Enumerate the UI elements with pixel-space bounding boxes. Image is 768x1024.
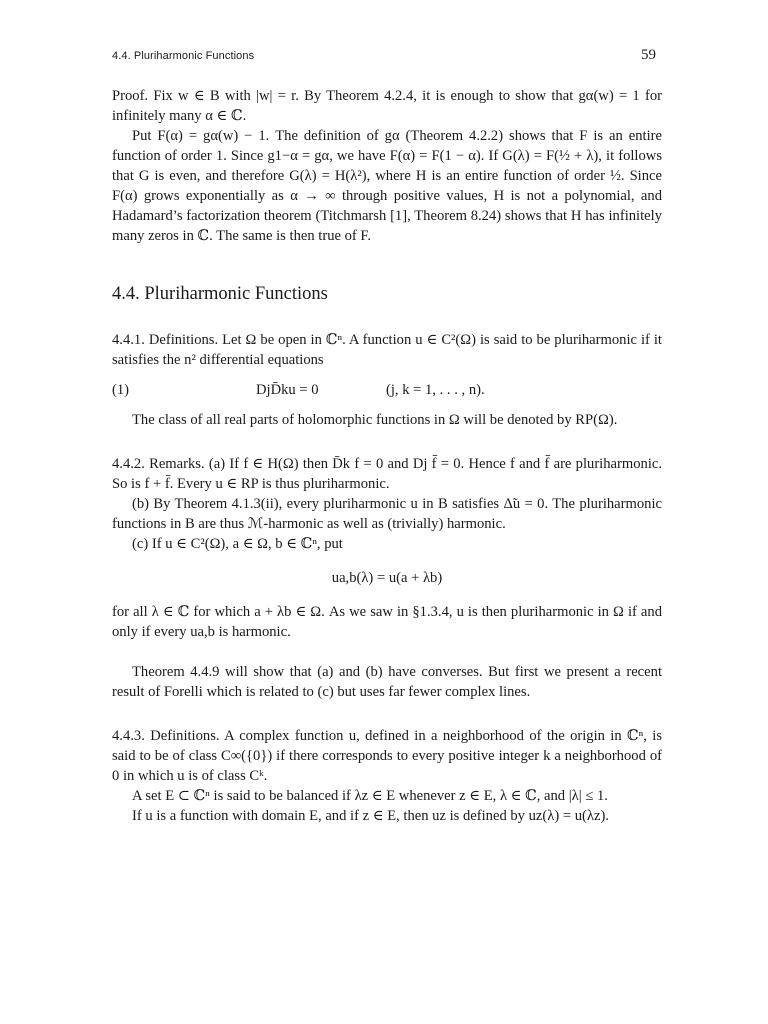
- remark-b: (b) By Theorem 4.1.3(ii), every pluriharmonic u in B satisfies Δ̃u = 0. The pluriharmonic functions in B are thus ℳ-harmonic as well as (trivially) harmonic.: [112, 496, 662, 532]
- remark-c: (c) If u ∈ C²(Ω), a ∈ Ω, b ∈ ℂⁿ, put: [132, 536, 343, 552]
- remark-a: 4.4.2. Remarks. (a) If f ∈ H(Ω) then D̄k f = 0 and Dj f̄ = 0. Hence f and f̄ are pluriharmonic. So is f + f̄. Every u ∈ RP is thus pluriharmonic.: [112, 456, 662, 492]
- uz-definition: If u is a function with domain E, and if z ∈ E, then uz is defined by uz(λ) = u(λz).: [132, 808, 609, 824]
- equation-condition: (j, k = 1, . . . , n).: [386, 382, 485, 398]
- proof-paragraph-2: Put F(α) = gα(w) − 1. The definition of gα (Theorem 4.2.2) shows that F is an entire function of order 1. Since g1−α = gα, we have F(α) = F(1 − α). If G(λ) = F(½ + λ), it follows that G is even, and therefore G(λ) = H(λ²), where H is an entire function of order ½. Since F(α) grows exponentially as α → ∞ through positive values, H is not a polynomial, and Hadamard’s factorization theorem (Titchmarsh [1], Theorem 8.24) shows that H has infinitely many zeros in ℂ. The same is then true of F.: [112, 128, 662, 244]
- section-heading: 4.4. Pluriharmonic Functions: [112, 284, 328, 304]
- equation-body: DjD̄ku = 0: [256, 382, 319, 398]
- definition-4-4-1: 4.4.1. Definitions. Let Ω be open in ℂⁿ. A function u ∈ C²(Ω) is said to be pluriharmonic if it satisfies the n² differential equations: [112, 332, 662, 368]
- equation-number: (1): [112, 382, 130, 398]
- definition-4-4-3: 4.4.3. Definitions. A complex function u, defined in a neighborhood of the origin in ℂⁿ, is said to be of class C∞({0}) if there corresponds to every positive integer k a neighborhood of 0 in which u is of class Cᵏ.: [112, 728, 662, 784]
- rp-definition: The class of all real parts of holomorphic functions in Ω will be denoted by RP(Ω).: [132, 412, 618, 428]
- balanced-set-definition: A set E ⊂ ℂⁿ is said to be balanced if λz ∈ E whenever z ∈ E, λ ∈ ℂ, and |λ| ≤ 1.: [132, 788, 608, 804]
- equation-1: [112, 380, 662, 400]
- page-body: [112, 86, 662, 826]
- slice-equation: ua,b(λ) = u(a + λb): [331, 570, 443, 586]
- page-number: 59: [641, 47, 656, 63]
- running-header: 4.4. Pluriharmonic Functions: [112, 50, 255, 62]
- proof-paragraph-1: Proof. Fix w ∈ B with |w| = r. By Theorem 4.2.4, it is enough to show that gα(w) = 1 for infinitely many α ∈ ℂ.: [112, 88, 662, 124]
- forelli-intro: Theorem 4.4.9 will show that (a) and (b) have converses. But first we present a recent result of Forelli which is related to (c) but uses far fewer complex lines.: [112, 664, 662, 700]
- remark-c-continuation: for all λ ∈ ℂ for which a + λb ∈ Ω. As we saw in §1.3.4, u is then pluriharmonic in Ω if and only if every ua,b is harmonic.: [112, 604, 662, 640]
